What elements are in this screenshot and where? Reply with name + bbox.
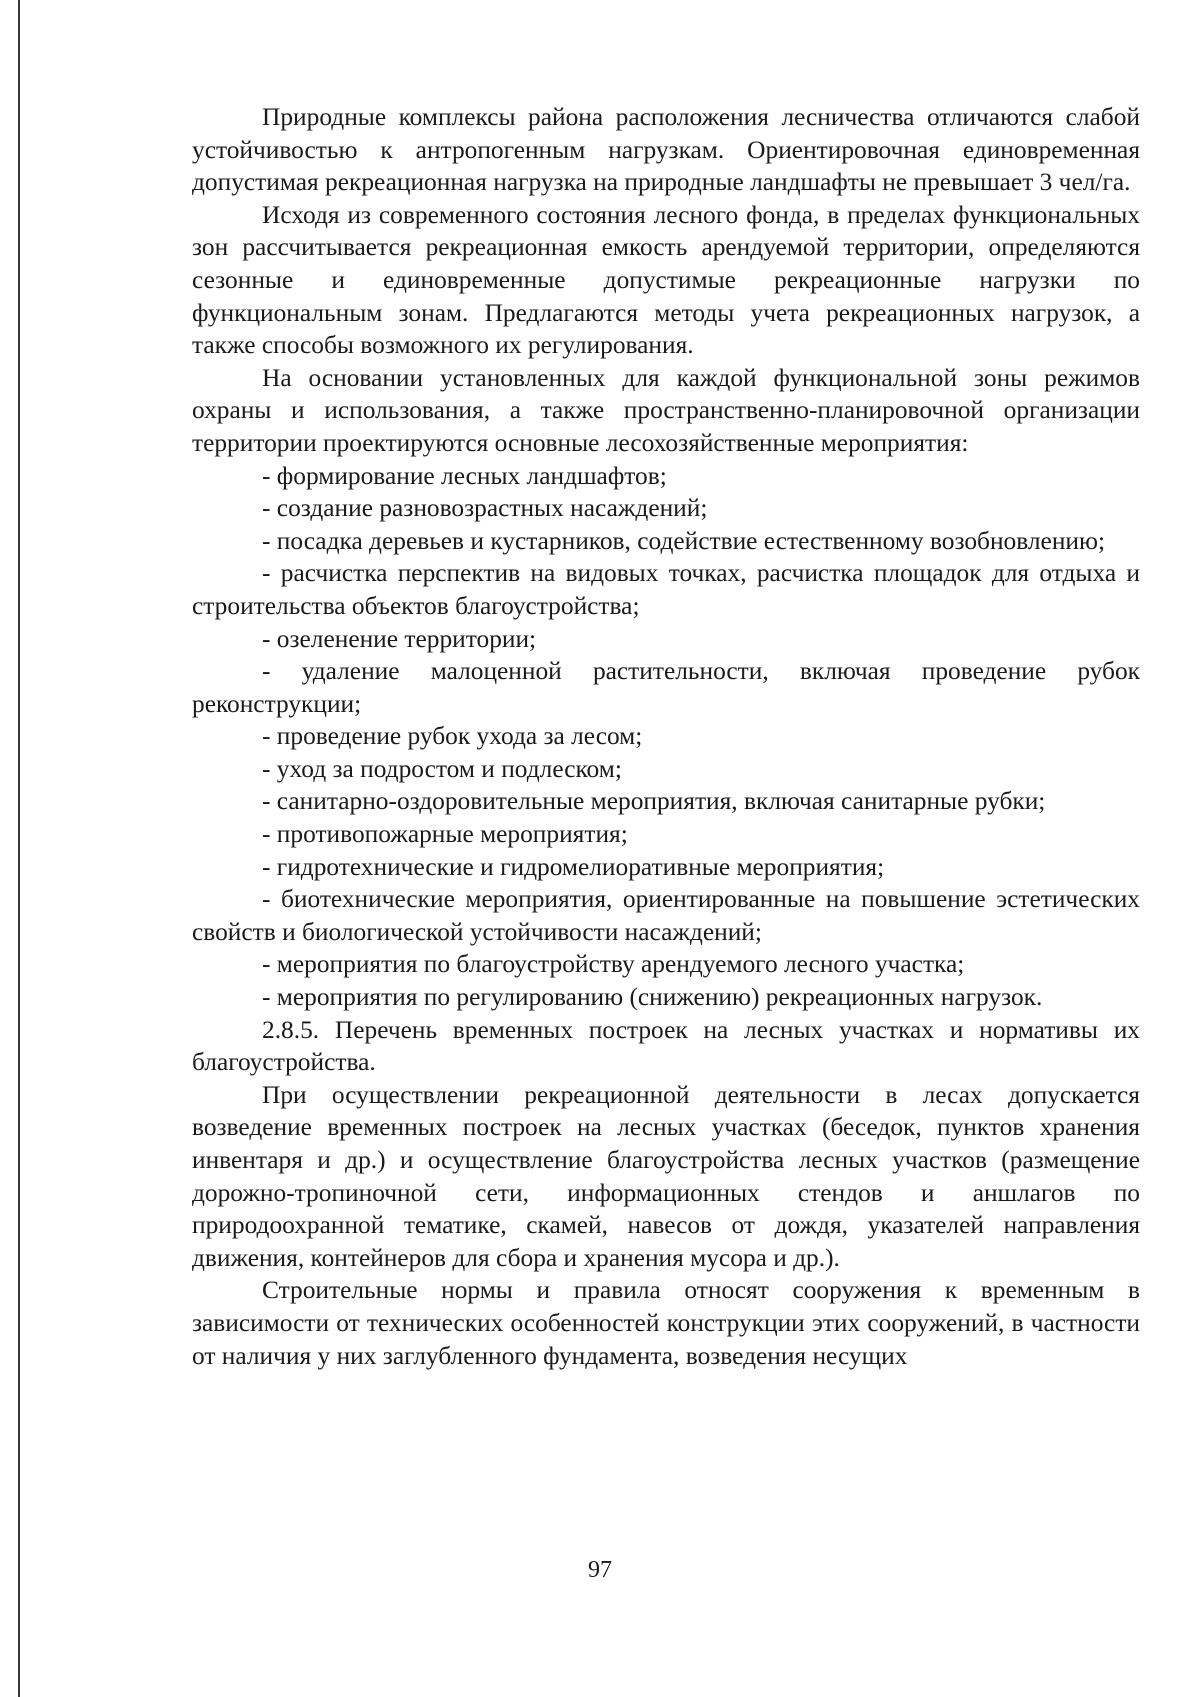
list-item: - санитарно-оздоровительные мероприятия, включая санитарные рубки;: [262, 787, 1046, 816]
list-item: - гидротехнические и гидромелиоративные мероприятия;: [262, 852, 885, 881]
paragraph-temporary-buildings: При осуществлении рекреационной деятельности в лесах допускается возведение временных построек на лесных участках (беседок, пунктов хранения инвентаря и др.) и осуществление благоустройства лесных участков (размещение дорожно-тропиночной сети, информационных стендов и аншлагов по природоохранной тематике, скамей, навесов от дождя, указателей направления движения, контейнеров для сбора и хранения мусора и др.).: [192, 1080, 1140, 1272]
list-item: - создание разновозрастных насаждений;: [262, 494, 708, 523]
list-item: - мероприятия по благоустройству арендуемого лесного участка;: [262, 950, 965, 979]
paragraph-building-norms: Строительные нормы и правила относят сооружения к временным в зависимости от технических особенностей конструкции этих сооружений, в частности от наличия у них заглубленного фундамента, возведения несущих: [192, 1276, 1140, 1370]
list-item: - озеленение территории;: [262, 624, 537, 653]
list-item: - мероприятия по регулированию (снижению) рекреационных нагрузок.: [262, 983, 1043, 1012]
list-item: - проведение рубок ухода за лесом;: [262, 722, 643, 751]
section-heading-2-8-5: 2.8.5. Перечень временных построек на лесных участках и нормативы их благоустройства.: [192, 1015, 1140, 1077]
list-item: - формирование лесных ландшафтов;: [262, 461, 667, 490]
list-item: - удаление малоценной растительности, включая проведение рубок реконструкции;: [192, 657, 1140, 718]
document-body: [192, 101, 1140, 1372]
list-item: - противопожарные мероприятия;: [262, 820, 628, 849]
page-number: 97: [588, 1557, 612, 1583]
paragraph-recreation-load: Природные комплексы района расположения лесничества отличаются слабой устойчивостью к антропогенным нагрузкам. Ориентировочная единовременная допустимая рекреационная нагрузка на природные ландшафты не превышает 3 чел/га.: [192, 103, 1140, 197]
list-item: - уход за подростом и подлеском;: [262, 754, 622, 783]
paragraph-forestry-measures-intro: На основании установленных для каждой функциональной зоны режимов охраны и использования, а также пространственно-планировочной организации территории проектируются основные лесохозяйственные мероприятия:: [192, 363, 1140, 457]
scan-edge-line: [18, 0, 20, 1697]
list-item: - посадка деревьев и кустарников, содействие естественному возобновлению;: [262, 526, 1106, 555]
paragraph-recreation-capacity: Исходя из современного состояния лесного фонда, в пределах функциональных зон рассчитывается рекреационная емкость арендуемой территории, определяются сезонные и единовременные допустимые рекреационные нагрузки по функциональным зонам. Предлагаются методы учета рекреационных нагрузок, а также способы возможного их регулирования.: [192, 200, 1140, 360]
list-item: - расчистка перспектив на видовых точках, расчистка площадок для отдыха и строительства объектов благоустройства;: [192, 559, 1140, 620]
list-item: - биотехнические мероприятия, ориентированные на повышение эстетических свойств и биологической устойчивости насаждений;: [192, 885, 1140, 946]
